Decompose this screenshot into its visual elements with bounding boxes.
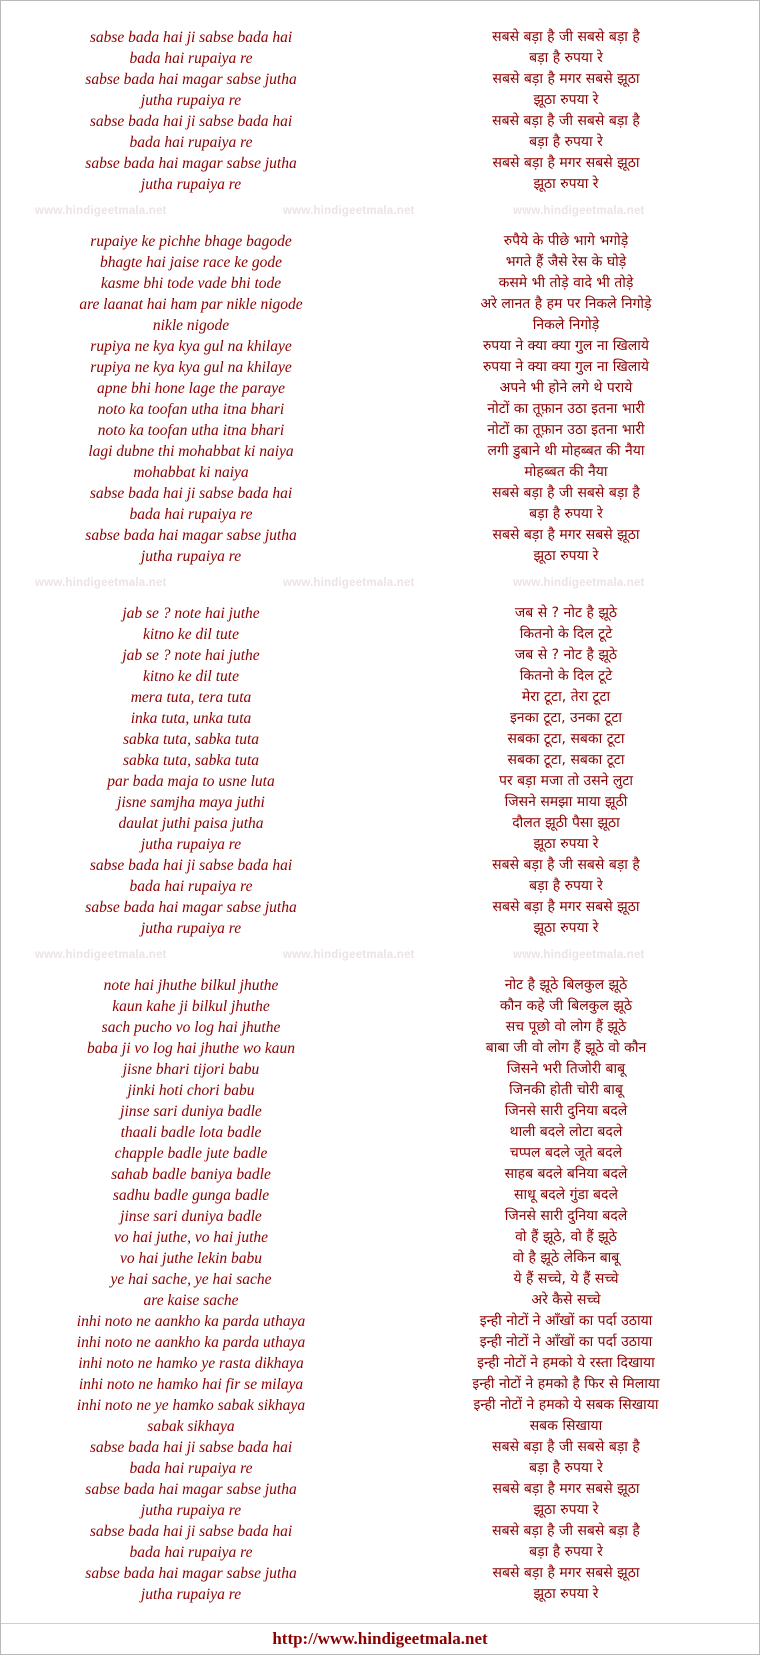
lyrics-line-devanagari: सबसे बड़ा है जी सबसे बड़ा है [492, 113, 640, 129]
lyrics-line-roman: jinki hoti chori babu [127, 1082, 255, 1099]
lyrics-line-devanagari: सबसे बड़ा है मगर सबसे झूठा [492, 527, 640, 543]
lyrics-line [1, 357, 759, 378]
lyrics-block [1, 975, 759, 1605]
watermark-text: www.hindigeetmala.net [35, 205, 167, 217]
lyrics-line-devanagari: इन्ही नोटों ने आँखों का पर्दा उठाया [479, 1334, 653, 1350]
lyrics-line [1, 792, 759, 813]
lyrics-line-roman: are laanat hai ham par nikle nigode [79, 296, 303, 313]
lyrics-line [1, 666, 759, 687]
lyrics-line-roman: rupiya ne kya kya gul na khilaye [90, 359, 292, 376]
lyrics-line-roman: bada hai rupaiya re [129, 878, 253, 895]
lyrics-line [1, 918, 759, 939]
lyrics-line [1, 1416, 759, 1437]
lyrics-line-roman: note hai jhuthe bilkul jhuthe [103, 977, 279, 994]
lyrics-line-roman: sadhu badle gunga badle [112, 1187, 270, 1204]
lyrics-line-roman: inhi noto ne hamko ye rasta dikhaya [78, 1355, 304, 1372]
lyrics-block [1, 231, 759, 567]
lyrics-line [1, 603, 759, 624]
lyrics-line [1, 420, 759, 441]
lyrics-line-roman: noto ka toofan utha itna bhari [97, 422, 285, 439]
lyrics-line [1, 708, 759, 729]
lyrics-line [1, 975, 759, 996]
lyrics-line-roman: sabka tuta, sabka tuta [122, 752, 260, 769]
lyrics-line-roman: sach pucho vo log hai jhuthe [101, 1019, 281, 1036]
lyrics-line [1, 813, 759, 834]
watermark-text: www.hindigeetmala.net [283, 949, 415, 961]
lyrics-line [1, 1122, 759, 1143]
lyrics-line-devanagari: कौन कहे जी बिलकुल झूठे [499, 998, 633, 1014]
lyrics-line-devanagari: थाली बदले लोटा बदले [509, 1124, 623, 1140]
watermark-text: www.hindigeetmala.net [513, 205, 645, 217]
lyrics-line-devanagari: दौलत झूठी पैसा झूठा [512, 815, 620, 831]
lyrics-line-roman: jutha rupaiya re [140, 1502, 242, 1519]
lyrics-line-roman: jutha rupaiya re [140, 92, 242, 109]
lyrics-line [1, 1395, 759, 1416]
watermark-text: www.hindigeetmala.net [35, 577, 167, 589]
lyrics-line [1, 132, 759, 153]
lyrics-line [1, 1269, 759, 1290]
lyrics-line-roman: sabse bada hai ji sabse bada hai [89, 113, 293, 130]
lyrics-line-roman: baba ji vo log hai jhuthe wo kaun [87, 1040, 295, 1057]
lyrics-line-roman: kasme bhi tode vade bhi tode [100, 275, 282, 292]
lyrics-line-roman: nikle nigode [152, 317, 230, 334]
lyrics-line-roman: jinse sari duniya badle [120, 1103, 262, 1120]
lyrics-line-roman: jab se ? note hai juthe [122, 605, 260, 622]
lyrics-line-roman: sabse bada hai magar sabse jutha [85, 155, 297, 172]
lyrics-line-devanagari: बड़ा है रुपया रे [529, 50, 603, 66]
lyrics-line [1, 1458, 759, 1479]
lyrics-line-roman: sabse bada hai ji sabse bada hai [89, 29, 293, 46]
lyrics-line [1, 876, 759, 897]
lyrics-line-devanagari: जब से ? नोट है झूठे [514, 605, 618, 621]
lyrics-line-roman: jutha rupaiya re [140, 548, 242, 565]
lyrics-line-devanagari: रुपैये के पीछे भागे भगोड़े [503, 233, 629, 249]
lyrics-line-devanagari: बाबा जी वो लोग हैं झूठे वो कौन [485, 1040, 647, 1056]
lyrics-line [1, 273, 759, 294]
lyrics-line-devanagari: अरे कैसे सच्चे [531, 1292, 601, 1308]
lyrics-line [1, 750, 759, 771]
lyrics-line [1, 1542, 759, 1563]
lyrics-line-roman: bada hai rupaiya re [129, 50, 253, 67]
lyrics-line-roman: bada hai rupaiya re [129, 1460, 253, 1477]
lyrics-line-roman: lagi dubne thi mohabbat ki naiya [88, 443, 294, 460]
lyrics-line-devanagari: जिनसे सारी दुनिया बदले [504, 1103, 628, 1119]
lyrics-line-roman: inhi noto ne ye hamko sabak sikhaya [76, 1397, 306, 1414]
lyrics-line-devanagari: सबसे बड़ा है जी सबसे बड़ा है [492, 485, 640, 501]
lyrics-line [1, 504, 759, 525]
lyrics-line [1, 90, 759, 111]
lyrics-line [1, 1521, 759, 1542]
lyrics-line-roman: apne bhi hone lage the paraye [96, 380, 286, 397]
lyrics-line-devanagari: अपने भी होने लगे थे पराये [499, 380, 633, 396]
lyrics-line-roman: vo hai juthe, vo hai juthe [113, 1229, 269, 1246]
lyrics-line-devanagari: सबसे बड़ा है जी सबसे बड़ा है [492, 29, 640, 45]
lyrics-line [1, 441, 759, 462]
lyrics-line-devanagari: सबका टूटा, सबका टूटा [507, 731, 625, 747]
lyrics-line [1, 1332, 759, 1353]
lyrics-line-roman: rupaiye ke pichhe bhage bagode [90, 233, 292, 250]
lyrics-line-devanagari: वो है झूठे लेकिन बाबू [512, 1250, 620, 1266]
watermark-text: www.hindigeetmala.net [35, 949, 167, 961]
lyrics-line-roman: inhi noto ne hamko hai fir se milaya [78, 1376, 304, 1393]
lyrics-line-roman: jutha rupaiya re [140, 836, 242, 853]
lyrics-line-roman: jisne samjha maya juthi [117, 794, 265, 811]
lyrics-line-devanagari: सबसे बड़ा है जी सबसे बड़ा है [492, 1439, 640, 1455]
lyrics-line [1, 48, 759, 69]
lyrics-line-devanagari: निकले निगोड़े [532, 317, 600, 333]
lyrics-line-devanagari: सबसे बड़ा है मगर सबसे झूठा [492, 899, 640, 915]
lyrics-line-roman: jinse sari duniya badle [120, 1208, 262, 1225]
lyrics-block [1, 603, 759, 939]
lyrics-line [1, 1101, 759, 1122]
lyrics-line-devanagari: झूठा रुपया रे [533, 176, 599, 192]
lyrics-line [1, 1059, 759, 1080]
lyrics-line-devanagari: सच पूछो वो लोग हैं झूठे [505, 1019, 627, 1035]
watermark-text: www.hindigeetmala.net [513, 949, 645, 961]
lyrics-line [1, 1437, 759, 1458]
lyrics-line-roman: sabse bada hai ji sabse bada hai [89, 1523, 293, 1540]
lyrics-line-devanagari: इन्ही नोटों ने हमको ये रस्ता दिखाया [477, 1355, 655, 1371]
lyrics-line-devanagari: जिसने भरी तिजोरी बाबू [506, 1061, 626, 1077]
lyrics-line-devanagari: कितनो के दिल टूटे [519, 626, 613, 642]
lyrics-line [1, 1248, 759, 1269]
lyrics-line-devanagari: लगी डुबाने थी मोहब्बत की नैया [487, 443, 645, 459]
lyrics-line-devanagari: कसमे भी तोड़े वादे भी तोड़े [498, 275, 634, 291]
lyrics-line-roman: vo hai juthe lekin babu [119, 1250, 263, 1267]
lyrics-line-roman: jutha rupaiya re [140, 1586, 242, 1603]
lyrics-line [1, 1290, 759, 1311]
lyrics-line-roman: thaali badle lota badle [120, 1124, 262, 1141]
lyrics-line-devanagari: नोटों का तूफ़ान उठा इतना भारी [487, 401, 645, 417]
lyrics-line-roman: bhagte hai jaise race ke gode [99, 254, 283, 271]
lyrics-line-devanagari: सबसे बड़ा है मगर सबसे झूठा [492, 1481, 640, 1497]
lyrics-line-devanagari: मेरा टूटा, तेरा टूटा [521, 689, 611, 705]
lyrics-line-devanagari: सबसे बड़ा है मगर सबसे झूठा [492, 71, 640, 87]
lyrics-line [1, 729, 759, 750]
lyrics-line-roman: sabse bada hai magar sabse jutha [85, 527, 297, 544]
lyrics-line [1, 897, 759, 918]
lyrics-line-roman: bada hai rupaiya re [129, 134, 253, 151]
lyrics-line [1, 834, 759, 855]
lyrics-line [1, 624, 759, 645]
lyrics-line [1, 483, 759, 504]
lyrics-line-devanagari: नोटों का तूफ़ान उठा इतना भारी [487, 422, 645, 438]
lyrics-line-devanagari: पर बड़ा मजा तो उसने लुटा [498, 773, 634, 789]
lyrics-line-roman: sabse bada hai magar sabse jutha [85, 71, 297, 88]
lyrics-line-roman: inhi noto ne aankho ka parda uthaya [76, 1313, 306, 1330]
lyrics-line [1, 378, 759, 399]
lyrics-line-devanagari: झूठा रुपया रे [533, 548, 599, 564]
lyrics-line [1, 27, 759, 48]
lyrics-line [1, 1206, 759, 1227]
lyrics-line-roman: sabse bada hai magar sabse jutha [85, 899, 297, 916]
lyrics-line [1, 645, 759, 666]
lyrics-line-devanagari: जब से ? नोट है झूठे [514, 647, 618, 663]
lyrics-line-roman: sabak sikhaya [147, 1418, 235, 1435]
footer [1, 1623, 759, 1654]
lyrics-line-roman: chapple badle jute badle [114, 1145, 268, 1162]
lyrics-line [1, 1353, 759, 1374]
lyrics-line [1, 1185, 759, 1206]
lyrics-line-roman: jutha rupaiya re [140, 176, 242, 193]
lyrics-line [1, 252, 759, 273]
lyrics-line-roman: ye hai sache, ye hai sache [110, 1271, 272, 1288]
lyrics-line-devanagari: बड़ा है रुपया रे [529, 1460, 603, 1476]
lyrics-line [1, 1584, 759, 1605]
lyrics-line-roman: jisne bhari tijori babu [122, 1061, 260, 1078]
lyrics-line-roman: inka tuta, unka tuta [130, 710, 252, 727]
lyrics-line-devanagari: झूठा रुपया रे [533, 836, 599, 852]
lyrics-line-devanagari: चप्पल बदले जूते बदले [509, 1145, 623, 1161]
lyrics-line-devanagari: जिसने समझा माया झूठी [504, 794, 628, 810]
lyrics-line-roman: noto ka toofan utha itna bhari [97, 401, 285, 418]
lyrics-line-roman: jutha rupaiya re [140, 920, 242, 937]
watermark-text: www.hindigeetmala.net [283, 577, 415, 589]
lyrics-line-devanagari: जिनकी होती चोरी बाबू [509, 1082, 623, 1098]
lyrics-line [1, 1500, 759, 1521]
lyrics-line-devanagari: बड़ा है रुपया रे [529, 134, 603, 150]
lyrics-line-roman: jab se ? note hai juthe [122, 647, 260, 664]
lyrics-line-devanagari: झूठा रुपया रे [533, 1586, 599, 1602]
lyrics-line-roman: kaun kahe ji bilkul jhuthe [112, 998, 270, 1015]
lyrics-line-roman: mohabbat ki naiya [133, 464, 249, 481]
lyrics-line [1, 996, 759, 1017]
watermark-row [1, 945, 759, 971]
lyrics-line-roman: sabse bada hai magar sabse jutha [85, 1481, 297, 1498]
lyrics-line-roman: bada hai rupaiya re [129, 506, 253, 523]
lyrics-container [1, 1, 759, 1605]
lyrics-line [1, 1479, 759, 1500]
lyrics-line-devanagari: सबसे बड़ा है जी सबसे बड़ा है [492, 1523, 640, 1539]
lyrics-line-devanagari: सबसे बड़ा है जी सबसे बड़ा है [492, 857, 640, 873]
lyrics-line [1, 315, 759, 336]
lyrics-line-roman: inhi noto ne aankho ka parda uthaya [76, 1334, 306, 1351]
lyrics-line-roman: bada hai rupaiya re [129, 1544, 253, 1561]
lyrics-line [1, 69, 759, 90]
lyrics-line-devanagari: ये हैं सच्चे, ये हैं सच्चे [513, 1271, 619, 1287]
lyrics-line-roman: rupiya ne kya kya gul na khilaye [90, 338, 292, 355]
lyrics-line [1, 153, 759, 174]
lyrics-line-devanagari: इन्ही नोटों ने आँखों का पर्दा उठाया [479, 1313, 653, 1329]
lyrics-line [1, 399, 759, 420]
lyrics-line-roman: sahab badle baniya badle [111, 1166, 271, 1183]
lyrics-line-devanagari: झूठा रुपया रे [533, 920, 599, 936]
lyrics-line [1, 294, 759, 315]
lyrics-line [1, 546, 759, 567]
lyrics-line [1, 1038, 759, 1059]
lyrics-line-devanagari: कितनो के दिल टूटे [519, 668, 613, 684]
lyrics-line [1, 1227, 759, 1248]
site-url[interactable]: http://www.hindigeetmala.net [272, 1629, 488, 1648]
lyrics-line-roman: sabse bada hai ji sabse bada hai [89, 1439, 293, 1456]
lyrics-line [1, 1563, 759, 1584]
watermark-row [1, 573, 759, 599]
lyrics-line-devanagari: साहब बदले बनिया बदले [504, 1166, 628, 1182]
lyrics-line [1, 687, 759, 708]
lyrics-line-devanagari: नोट है झूठे बिलकुल झूठे [504, 977, 628, 993]
lyrics-line-roman: kitno ke dil tute [143, 668, 239, 685]
lyrics-line-devanagari: बड़ा है रुपया रे [529, 878, 603, 894]
lyrics-line-devanagari: वो हैं झूठे, वो हैं झूठे [515, 1229, 617, 1245]
lyrics-line-devanagari: सबक सिखाया [529, 1418, 603, 1434]
lyrics-line-roman: sabka tuta, sabka tuta [122, 731, 260, 748]
lyrics-line [1, 231, 759, 252]
watermark-text: www.hindigeetmala.net [283, 205, 415, 217]
lyrics-line [1, 525, 759, 546]
lyrics-line [1, 1143, 759, 1164]
lyrics-line-devanagari: सबसे बड़ा है मगर सबसे झूठा [492, 1565, 640, 1581]
lyrics-line-devanagari: झूठा रुपया रे [533, 92, 599, 108]
lyrics-line-devanagari: बड़ा है रुपया रे [529, 1544, 603, 1560]
lyrics-line-devanagari: इनका टूटा, उनका टूटा [509, 710, 623, 726]
lyrics-line [1, 174, 759, 195]
lyrics-line-roman: kitno ke dil tute [143, 626, 239, 643]
lyrics-line-devanagari: जिनसे सारी दुनिया बदले [504, 1208, 628, 1224]
lyrics-line-roman: mera tuta, tera tuta [130, 689, 252, 706]
lyrics-line-roman: par bada maja to usne luta [107, 773, 275, 790]
lyrics-line-devanagari: बड़ा है रुपया रे [529, 506, 603, 522]
lyrics-line-roman: are kaise sache [143, 1292, 239, 1309]
lyrics-line [1, 1080, 759, 1101]
lyrics-line-roman: sabse bada hai ji sabse bada hai [89, 485, 293, 502]
lyrics-line [1, 855, 759, 876]
lyrics-line-devanagari: रुपया ने क्या क्या गुल ना खिलाये [482, 359, 650, 375]
lyrics-line-devanagari: सबसे बड़ा है मगर सबसे झूठा [492, 155, 640, 171]
watermark-text: www.hindigeetmala.net [513, 577, 645, 589]
lyrics-line [1, 1017, 759, 1038]
lyrics-line [1, 1311, 759, 1332]
lyrics-block [1, 27, 759, 195]
lyrics-line [1, 771, 759, 792]
lyrics-line [1, 1374, 759, 1395]
lyrics-line-roman: sabse bada hai magar sabse jutha [85, 1565, 297, 1582]
lyrics-line-roman: sabse bada hai ji sabse bada hai [89, 857, 293, 874]
lyrics-line-devanagari: झूठा रुपया रे [533, 1502, 599, 1518]
lyrics-line-roman: daulat juthi paisa jutha [118, 815, 264, 832]
lyrics-line [1, 111, 759, 132]
lyrics-line-devanagari: सबका टूटा, सबका टूटा [507, 752, 625, 768]
lyrics-line-devanagari: इन्ही नोटों ने हमको ये सबक सिखाया [473, 1397, 659, 1413]
lyrics-line-devanagari: रुपया ने क्या क्या गुल ना खिलाये [482, 338, 650, 354]
lyrics-line-devanagari: मोहब्बत की नैया [524, 464, 608, 480]
lyrics-line-devanagari: अरे लानत है हम पर निकले निगोड़े [480, 296, 652, 312]
lyrics-line-devanagari: भगते हैं जैसे रेस के घोड़े [505, 254, 627, 270]
lyrics-line [1, 462, 759, 483]
lyrics-line-devanagari: इन्ही नोटों ने हमको है फिर से मिलाया [472, 1376, 660, 1392]
watermark-row [1, 201, 759, 227]
lyrics-line-devanagari: साधू बदले गुंडा बदले [514, 1187, 618, 1203]
lyrics-line [1, 336, 759, 357]
lyrics-line [1, 1164, 759, 1185]
